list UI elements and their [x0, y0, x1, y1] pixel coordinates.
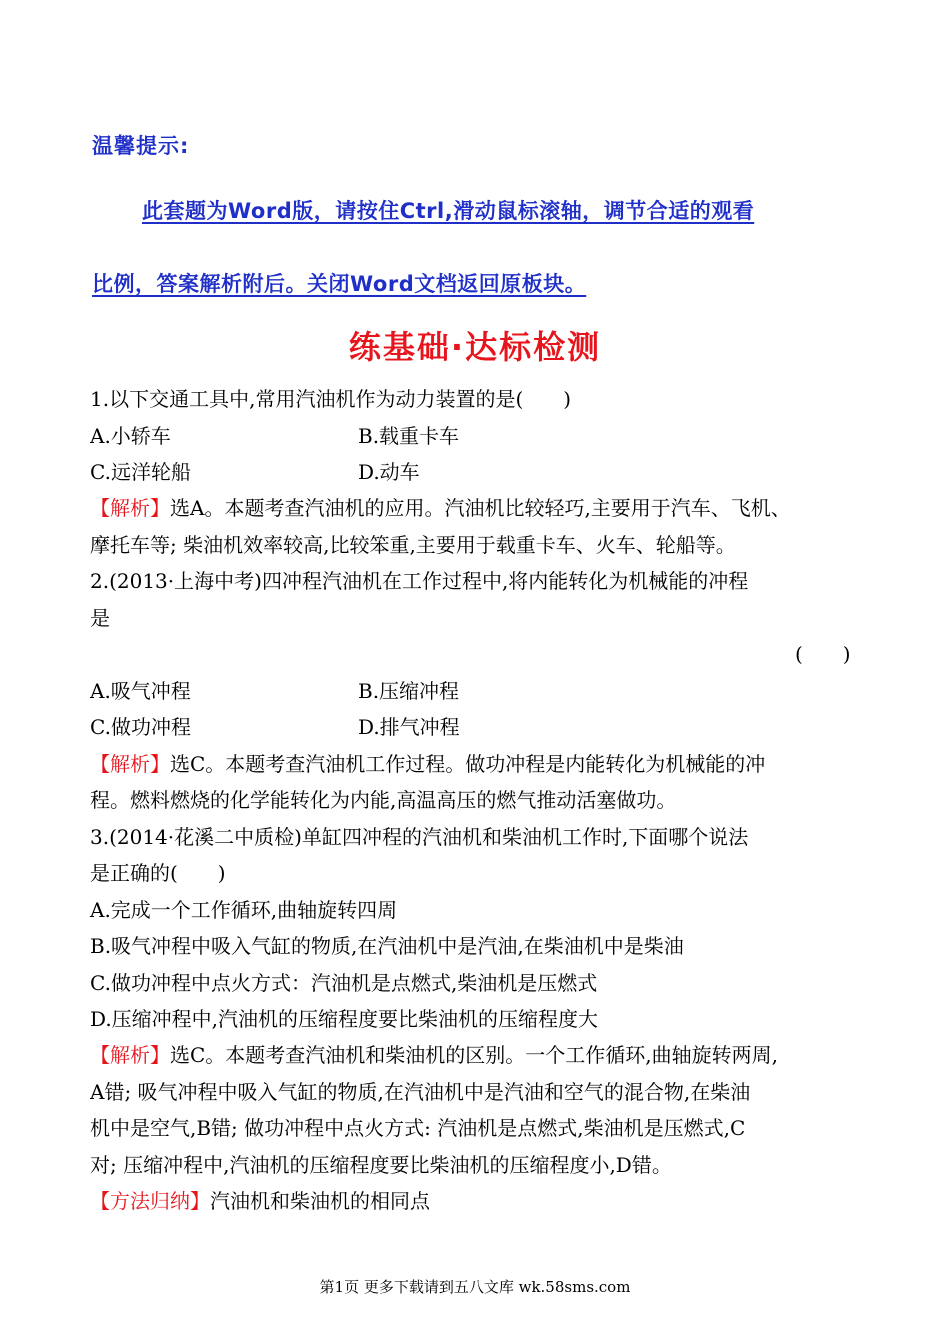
q1-option-c: C.远洋轮船: [90, 460, 191, 484]
q3-stem-2: 是正确的( ): [90, 861, 226, 885]
q1-analysis-text-1: 选A。本题考查汽油机的应用。汽油机比较轻巧,主要用于汽车、飞机、: [170, 496, 791, 520]
q3-analysis-line-2: A错; 吸气冲程中吸入气缸的物质,在汽油机中是汽油和空气的混合物,在柴油: [90, 1080, 751, 1104]
tip-line-1: 此套题为Word版，请按住Ctrl,滑动鼠标滚轴，调节合适的观看: [142, 199, 755, 223]
page-footer: 第1页 更多下载请到五八文库 wk.58sms.com: [319, 1278, 631, 1296]
q2-option-b: B.压缩冲程: [358, 679, 460, 703]
q2-option-a: A.吸气冲程: [90, 679, 191, 703]
q1-option-a: A.小轿车: [90, 424, 171, 448]
q2-analysis-text-1: 选C。本题考查汽油机工作过程。做功冲程是内能转化为机械能的冲: [170, 752, 766, 776]
q3-stem-1: 3.(2014·花溪二中质检)单缸四冲程的汽油机和柴油机工作时,下面哪个说法: [90, 825, 749, 849]
q1-analysis-line-1: [90, 495, 791, 521]
q2-analysis-line-2: 程。燃料燃烧的化学能转化为内能,高温高压的燃气推动活塞做功。: [90, 788, 677, 812]
q2-option-c: C.做功冲程: [90, 715, 191, 739]
tip-title: 温馨提示:: [92, 134, 190, 158]
analysis-tag: 【解析】: [90, 1043, 170, 1067]
q1-stem: 1.以下交通工具中,常用汽油机作为动力装置的是( ): [90, 387, 572, 411]
analysis-tag: 【解析】: [90, 752, 170, 776]
q2-stem-1: 2.(2013·上海中考)四冲程汽油机在工作过程中,将内能转化为机械能的冲程: [90, 569, 749, 593]
q1-option-d: D.动车: [358, 460, 420, 484]
q3-analysis-line-3: 机中是空气,B错; 做功冲程中点火方式: 汽油机是点燃式,柴油机是压燃式,C: [90, 1116, 746, 1140]
q1-analysis-line-2: 摩托车等; 柴油机效率较高,比较笨重,主要用于载重卡车、火车、轮船等。: [90, 533, 736, 557]
q2-stem-2: 是: [90, 606, 110, 630]
q3-option-a: A.完成一个工作循环,曲轴旋转四周: [90, 898, 398, 922]
analysis-tag: 【解析】: [90, 496, 170, 520]
q3-analysis-line-1: [90, 1042, 778, 1068]
q3-option-b: B.吸气冲程中吸入气缸的物质,在汽油机中是汽油,在柴油机中是柴油: [90, 934, 684, 958]
q1-option-b: B.载重卡车: [358, 424, 460, 448]
q3-option-c: C.做功冲程中点火方式：汽油机是点燃式,柴油机是压燃式: [90, 971, 598, 995]
q2-option-d: D.排气冲程: [358, 715, 460, 739]
method-summary: [90, 1188, 430, 1214]
q3-analysis-line-4: 对; 压缩冲程中,汽油机的压缩程度要比柴油机的压缩程度小,D错。: [90, 1153, 672, 1177]
q2-answer-paren: ( ): [795, 642, 851, 666]
q3-option-d: D.压缩冲程中,汽油机的压缩程度要比柴油机的压缩程度大: [90, 1007, 599, 1031]
method-tag: 【方法归纳】: [90, 1189, 210, 1213]
tip-line-2: 比例，答案解析附后。关闭Word文档返回原板块。: [92, 272, 587, 296]
q2-analysis-line-1: [90, 751, 765, 777]
q3-analysis-text-1: 选C。本题考查汽油机和柴油机的区别。一个工作循环,曲轴旋转两周,: [170, 1043, 779, 1067]
section-title: 练基础·达标检测: [348, 328, 602, 366]
method-text: 汽油机和柴油机的相同点: [210, 1189, 430, 1213]
